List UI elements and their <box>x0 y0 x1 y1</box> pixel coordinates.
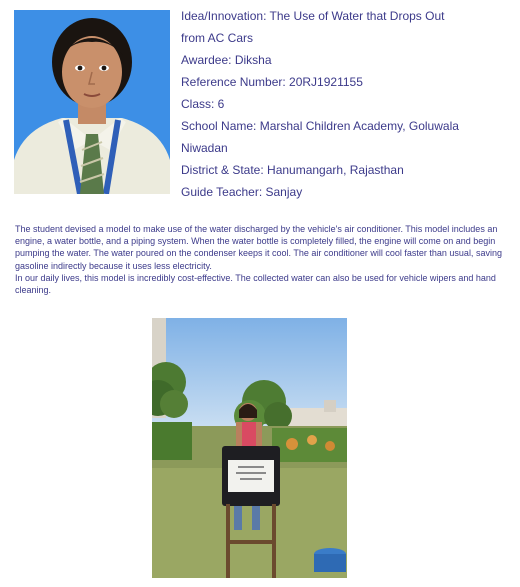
district-state: District & State: Hanumangarh, Rajasthan <box>181 163 404 177</box>
description-paragraph-2: In our daily lives, this model is incredibly cost-effective. The collected water can also be used for vehicle wipers and hand cleaning. <box>15 272 496 296</box>
student-portrait-photo <box>14 10 170 194</box>
class-label: Class: 6 <box>181 97 225 111</box>
idea-title-line1: Idea/Innovation: The Use of Water that Drops Out <box>181 9 445 23</box>
school-name-line2: Niwadan <box>181 141 228 155</box>
school-name-line1: School Name: Marshal Children Academy, Goluwala <box>181 119 459 133</box>
idea-title-line2: from AC Cars <box>181 31 254 45</box>
project-model-photo <box>152 318 347 578</box>
awardee-name: Awardee: Diksha <box>181 53 272 67</box>
reference-number: Reference Number: 20RJ1921155 <box>181 75 363 89</box>
description-paragraph-1: The student devised a model to make use of the water discharged by the vehicle's air conditioner. This model includes an engine, a water bottle, and a piping system. When the water bottle is completely filled, the engine will come on and begin pumping the water. The water poured on the condenser keeps it cool. The air conditioner will cool faster than usual, saving gasoline indirectly because it uses less electricity. <box>15 224 502 271</box>
awardee-details <box>181 9 511 207</box>
guide-teacher: Guide Teacher: Sanjay <box>181 185 303 199</box>
project-description <box>15 223 510 296</box>
